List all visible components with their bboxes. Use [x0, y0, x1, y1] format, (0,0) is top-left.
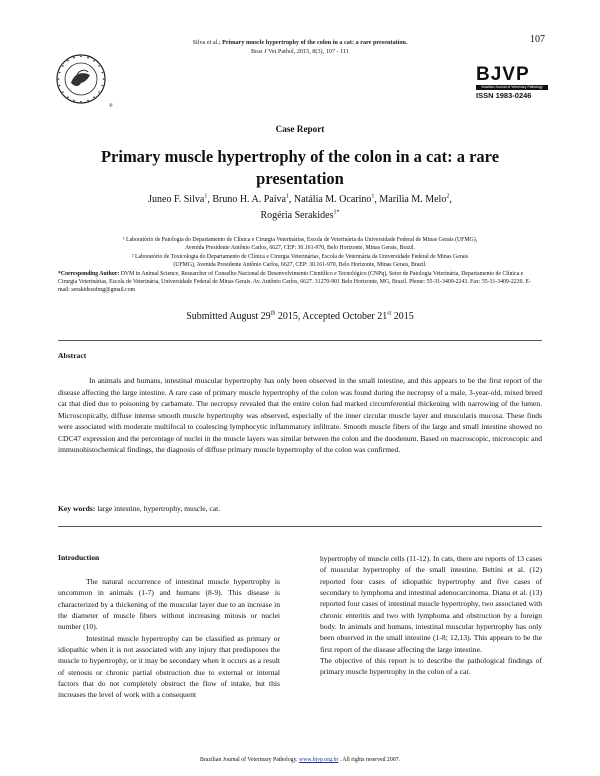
affiliation-1: ¹ Laboratório de Patologia do Departamento de Clínica e Cirurgia Veterinárias, Escola de Veterinária da Universidade Federal de Minas Gerais (UFMG), — [122, 237, 478, 243]
author-affiliation-mark: 2 — [446, 193, 450, 200]
header-reference: Braz J Vet Pathol, 2015, 8(3), 107 - 111 — [251, 48, 349, 55]
introduction-heading: Introduction — [58, 553, 100, 562]
intro-paragraph-3: hypertrophy of muscle cells (11-12). In cats, there are reports of 13 cases of muscular hypertrophy of the small intestine. Bettini et al. (12) reported four cases of idiopathic hypertrophy and five cases of secondary to lymphoma and intestinal adenocarcinoma. Diana et al. (13) reported four cases of intestinal muscle hypertrophy, two associated with chronic enteritis and two with lymphoma and obstruction by a foreign body. In animals and humans, intestinal muscular hypertrophy has only been observed in the small intestine (1-8; 12,13). This appears to be the first report of the disease affecting the large intestine. — [320, 554, 542, 654]
society-seal-logo — [55, 53, 107, 105]
registered-mark-icon: ® — [109, 104, 113, 109]
corresponding-text: DVM in Animal Science, Researcher of Conselho Nacional de Desenvolvimento Científico e Tecnológico (CNPq), Setor de Patologia Veterinária, Departamento de Clínica e Cirurgia Veterinárias, Escola de Veterinária, Universidade Federal de Minas Gerais. Av. Antônio Carlos, 6627. 31270-901 Belo Horizonte, MG, Brazil. Phone: 55-31-3409-2243. Fax: 55-31-3409-2230. E-mail: serakidesufmg@gmail.com — [58, 270, 531, 294]
corresponding-label: *Corresponding Author: — [58, 270, 120, 277]
page-number: 107 — [530, 34, 545, 45]
abstract-body: In animals and humans, intestinal muscular hypertrophy has only been observed in the small intestine, and this appears to be the first report of the disease affecting the large intestine. A rare case of primary muscle hypertrophy of the colon was found during the necropsy of a male, 3-year-old, mixed breed cat that died due to poisoning by carbamate. The necropsy revealed that the entire colon had marked circumferential thickening with narrowing of the lumen. Microscopically, diffuse intense smooth muscle hypertrophy was observed, especially of the inner circular muscle layer and muscularis mucosa. These finds were associated with moderate multifocal to coalescing lymphocytic inflammatory infiltrate. Smooth muscle fibers of the large and small intestine showed no CDC47 expression and the percentage of nuclei in the muscle layers was similar between the colon and the duodenum. Based on macroscopic, microscopic and immunohistochemical findings, the diagnosis of diffuse primary muscle hypertrophy of the colon was confirmed. — [58, 376, 542, 454]
ordinal-suffix: th — [270, 310, 276, 317]
journal-logo — [476, 66, 558, 100]
author-list: Juneo F. Silva$^1$, Bruno H. A. Paiva$^1$, Natália M. Ocarino$^1$, Marília M. Melo$^2$, Rogéria Serakides$^{1*}$ — [148, 193, 452, 221]
abstract-heading: Abstract — [58, 351, 87, 360]
abstract-top-rule — [58, 340, 542, 341]
author-affiliation-mark: 1 — [371, 193, 375, 200]
column-left — [58, 576, 280, 701]
accepted-year: 2015 — [391, 311, 414, 322]
journal-logo-name: BJVP — [476, 64, 530, 85]
intro-paragraph-2: Intestinal muscle hypertrophy can be classified as primary or idiopathic when it is not associated with any injury that predisposes the muscle to hypertrophy, or it may be secondary when it occurs as a result of stenosis or chronic partial obstruction due to external or internal factors that do not completely obstruct the flow of intake, but this increases the level of work with a consequent — [58, 633, 280, 700]
abstract-bottom-rule — [58, 526, 542, 527]
author-name: Rogéria Serakides — [260, 210, 334, 221]
footer-website-link[interactable]: www.bjvp.org.br — [299, 757, 339, 763]
article-type: Case Report — [275, 124, 325, 134]
submitted-date: Submitted August 29 — [186, 311, 271, 322]
affiliation-2-address: (UFMG), Avenida Presidente Antônio Carlos, 6627, CEP: 30.161-970, Belo Horizonte, Minas Gerais, Brazil. — [173, 262, 427, 269]
author-name: Marília M. Melo — [379, 194, 447, 205]
keywords-label: Key words: — [58, 504, 96, 513]
author-name: Natália M. Ocarino — [293, 194, 372, 205]
author-name: Juneo F. Silva — [148, 194, 205, 205]
affiliations — [58, 236, 542, 295]
affiliation-1-address: Avenida Presidente Antônio Carlos, 6627, CEP: 30.161-970, Belo Horizonte, Minas Gerais, Brazil. — [184, 245, 416, 252]
footer-journal: Brazilian Journal of Veterinary Pathology. — [200, 757, 300, 763]
keywords — [58, 504, 220, 513]
header-authors: Silva et al.; — [192, 39, 221, 46]
journal-issn: ISSN 1983-0246 — [476, 91, 532, 100]
intro-paragraph-4: The objective of this report is to describe the pathological findings of primary muscle hypertrophy in the colon of a cat. — [320, 656, 542, 677]
ordinal-suffix: st — [387, 310, 392, 317]
author-affiliation-mark: 1* — [333, 209, 340, 216]
intro-paragraph-1: The natural occurrence of intestinal muscle hypertrophy is uncommon in animals (1-7) and humans (8-9). This disease is characterized by a thickening of the muscular layer due to an increase in the diameter of muscle fibers without increasing mitosis or nuclei number (10). — [58, 577, 280, 632]
journal-logo-tagline: Brazilian Journal of Veterinary Pathology — [476, 85, 548, 90]
affiliation-2: ² Laboratório de Toxicologia do Departamento de Clínica e Cirurgia Veterinárias, Escola de Veterinária da Universidade Federal de Minas Gerais — [131, 253, 469, 260]
running-header — [150, 38, 450, 56]
keywords-list: large intestine, hypertrophy, muscle, cat. — [95, 504, 221, 513]
author-affiliation-mark: 1 — [285, 193, 289, 200]
corresponding-author — [58, 270, 542, 295]
page-footer — [0, 757, 600, 763]
footer-rights: . All rights reserved 2007. — [338, 757, 400, 763]
column-right — [320, 553, 542, 678]
accepted-date: 2015, Accepted October 21 — [275, 311, 388, 322]
author-name: Bruno H. A. Paiva — [212, 194, 286, 205]
header-title: Primary muscle hypertrophy of the colon in a cat: a rare presentation. — [222, 39, 408, 46]
article-title: Primary muscle hypertrophy of the colon in a cat: a rare presentation — [100, 147, 500, 188]
submission-dates — [0, 311, 600, 322]
author-affiliation-mark: 1 — [204, 193, 208, 200]
